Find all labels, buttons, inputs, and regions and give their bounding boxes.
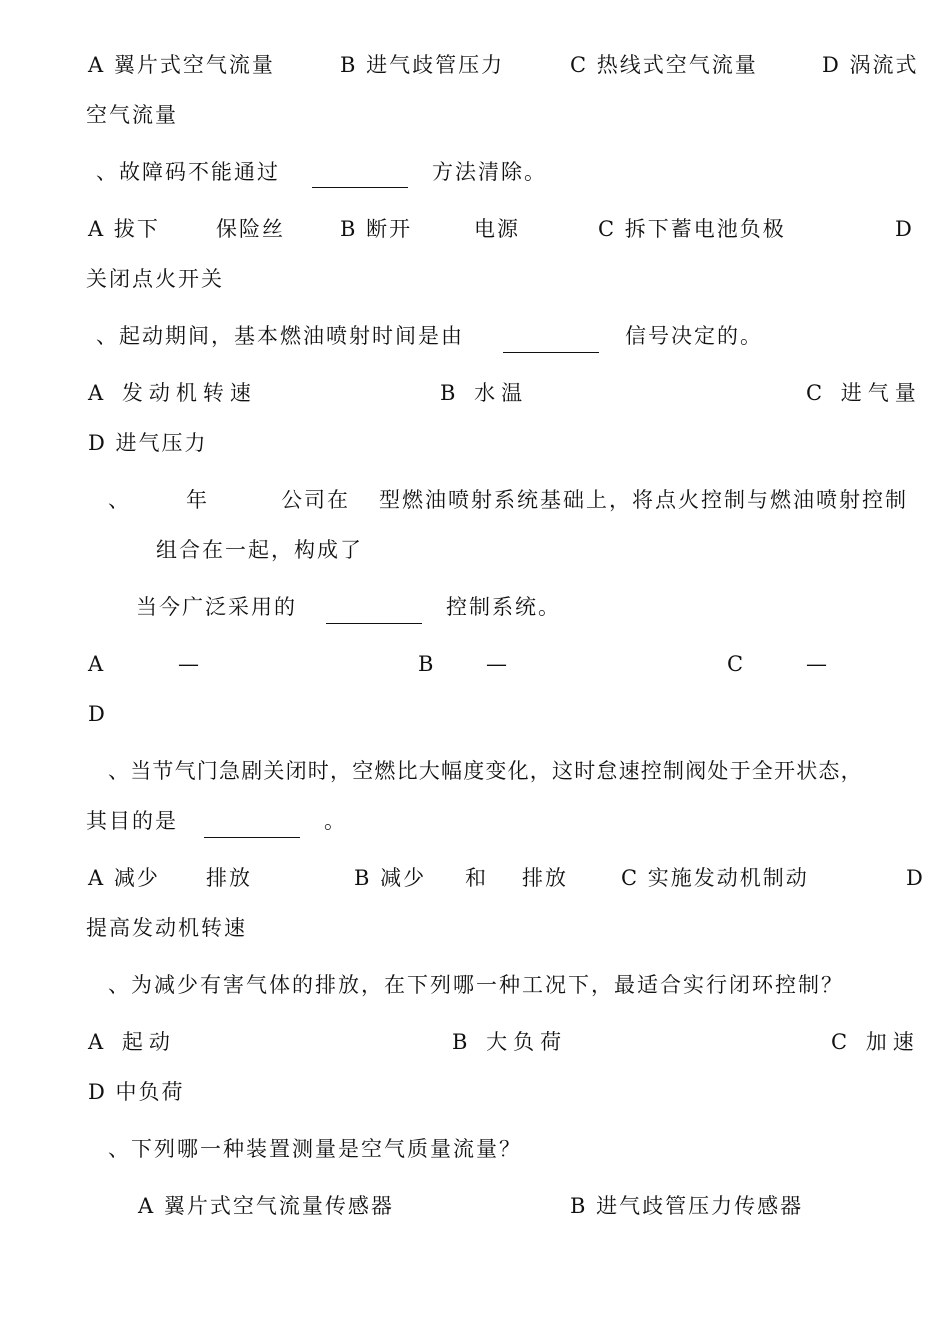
option-b-part: 电源 [474, 217, 520, 241]
option-a: A 减少 [88, 866, 160, 890]
answer-blank [503, 352, 599, 353]
option-b: B 水温 [440, 381, 529, 405]
option-a: A 翼片式空气流量传感器 [138, 1194, 394, 1218]
option-b: B 减少 [354, 866, 427, 890]
answer-blank [312, 187, 408, 188]
question-text: 、为减少有害气体的排放，在下列哪一种工况下，最适合实行闭环控制？ [108, 973, 844, 997]
question-text: 、下列哪一种装置测量是空气质量流量？ [108, 1137, 522, 1161]
option-a-part: 保险丝 [216, 217, 285, 241]
answer-blank [204, 837, 300, 838]
option-d: D [88, 702, 107, 726]
option-b-dash: — [486, 652, 509, 676]
question-text: 型燃油喷射系统基础上，将点火控制与燃油喷射控制 [379, 488, 908, 512]
option-b-part-2: 排放 [522, 866, 568, 890]
option-a: A 发动机转速 [88, 381, 257, 405]
question-text-line3: 当今广泛采用的 [136, 595, 297, 619]
question-text-suffix: 方法清除。 [432, 160, 547, 184]
option-c: C 进气量 [806, 381, 922, 405]
option-d: D 进气压力 [88, 431, 208, 455]
option-a: A 起动 [88, 1030, 176, 1054]
option-a: A [88, 652, 106, 676]
question-text-suffix: 。 [324, 809, 347, 833]
option-a: A 拔下 [88, 217, 160, 241]
option-d: D 中负荷 [88, 1080, 185, 1104]
question-company-label: 公司在 [281, 488, 350, 512]
question-text-line2: 其目的是 [86, 809, 178, 833]
option-c: C 加速 [831, 1030, 920, 1054]
option-c: C 拆下蓄电池负极 [598, 217, 786, 241]
question-year-label: 年 [186, 488, 209, 512]
option-a-dash: — [178, 652, 201, 676]
question-text: 、当节气门急剧关闭时，空燃比大幅度变化，这时怠速控制阀处于全开状态， [108, 759, 863, 783]
option-b: B 进气歧管压力 [340, 53, 505, 77]
option-b: B 大负荷 [452, 1030, 568, 1054]
option-d: D 涡流式 [822, 53, 919, 77]
option-d: D [895, 217, 914, 241]
option-b: B 断开 [340, 217, 413, 241]
option-b: B [418, 652, 436, 676]
question-text-suffix: 信号决定的。 [625, 324, 763, 348]
question-text: 、故障码不能通过 [96, 160, 280, 184]
question-number-sep: 、 [108, 488, 131, 512]
option-a-part: 排放 [206, 866, 252, 890]
option-d: D [906, 866, 925, 890]
option-d-continuation: 提高发动机转速 [86, 916, 247, 940]
option-d-continuation: 关闭点火开关 [86, 267, 224, 291]
option-a: A 翼片式空气流量 [88, 53, 275, 77]
question-text: 、起动期间，基本燃油喷射时间是由 [96, 324, 464, 348]
option-c: C [727, 652, 746, 676]
question-text-line2: 组合在一起，构成了 [156, 538, 363, 562]
option-c: C 实施发动机制动 [621, 866, 809, 890]
option-b: B 进气歧管压力传感器 [570, 1194, 804, 1218]
option-d-continuation: 空气流量 [86, 103, 178, 127]
answer-blank [326, 623, 422, 624]
question-text-suffix: 控制系统。 [446, 595, 561, 619]
option-b-part: 和 [465, 866, 488, 890]
option-c: C 热线式空气流量 [570, 53, 758, 77]
option-c-dash: — [806, 652, 829, 676]
